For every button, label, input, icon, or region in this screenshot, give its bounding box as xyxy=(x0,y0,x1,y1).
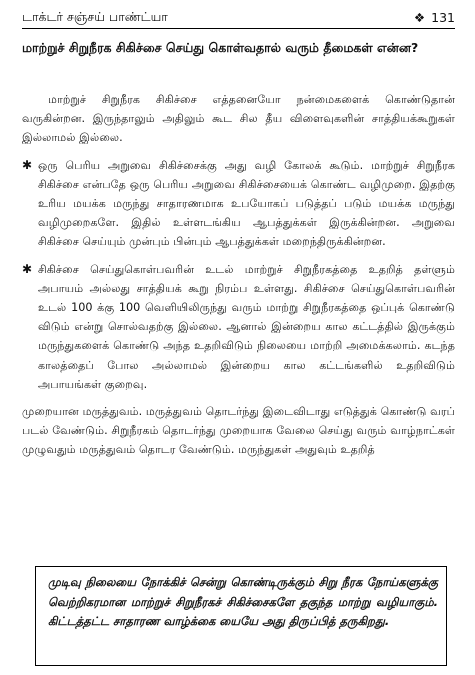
intro-paragraph: மாற்றுச் சிறுநீரக சிகிச்சை எத்தனையோ நன்மைகளைக் கொண்டுதான் வருகின்றன. இருந்தாலும் அதிலும் கூட சில தீய விளைவுகளின் சாத்தியக்கூறுகள் இல்லாமல் இல்லை. xyxy=(22,93,455,145)
bullet-text: சிகிச்சை செய்துகொள்பவரின் உடல் மாற்றுச் சிறுநீரகத்தை உதறித் தள்ளும் அபாயம் அல்லது சாத்தியக் கூறு நிரம்ப உள்ளது. சிகிச்சை செய்துகொள்பவரின் உடல் 100 க்கு 100 வெளியிலிருந்து வரும் மாற்று சிறுநீரகத்தை ஒப்புக் கொண்டு விடும் என்று சொல்வதற்கு இல்லை. ஆனால் இன்றைய கால கட்டத்தில் இருக்கும் மருந்துகளைக் கொண்டு அந்த உதறிவிடும் நிலையை மாற்றி அமைக்கலாம். கடந்த காலத்தைப் போல அல்லாமல் இன்றைய கால கட்டங்களில் உதறிவிடும் அபாயங்கள் குறைவு. xyxy=(38,262,455,391)
page-number-group xyxy=(414,10,455,25)
page-number: 131 xyxy=(431,9,455,25)
page-header xyxy=(22,6,455,29)
section-heading: மாற்றுச் சிறுநீரக சிகிச்சை செய்து கொள்வதால் வரும் தீமைகள் என்ன? xyxy=(22,40,419,55)
bullet-item xyxy=(22,260,455,394)
continuation-paragraph: முறையான மருத்துவம். மருத்துவம் தொடர்ந்து இடைவிடாது எடுத்துக் கொண்டு வரப் படல் வேண்டும். சிறுநீரகம் தொடர்ந்து முறையாக வேலை செய்து வரும் வாழ்நாட்கள் முழுவதும் மருத்துவம் தொடர வேண்டும். மருந்துகள் அதுவும் உதறித் xyxy=(22,405,455,457)
asterisk-bullet-icon: ✱ xyxy=(22,157,33,172)
body-text xyxy=(22,90,455,468)
bullet-text: ஒரு பெரிய அறுவை சிகிச்சைக்கு அது வழி கோலக் கூடும். மாற்றுச் சிறுநீரக சிகிச்சை என்பதே ஒரு பெரிய அறுவை சிகிச்சையைக் கொண்ட வழிமுறை. இதற்கு உரிய மயக்க மருந்து சாதாரணமாக உபயோகப் படுத்தப் படும் மயக்க மருந்து வழிமுறைகளே. இதில் உள்ளடங்கிய ஆபத்துக்கள் இருக்கின்றன. அறுவை சிகிச்சை செய்யும் முன்பும் பின்பும் ஆபத்துக்கள் மறைந்திருக்கின்றன. xyxy=(38,158,455,249)
asterisk-bullet-icon: ✱ xyxy=(22,261,33,276)
diamond-ornament-icon: ❖ xyxy=(413,9,426,25)
bullet-item xyxy=(22,156,455,252)
running-head-author: டாக்டர் சஞ்சய் பாண்ட்யா xyxy=(22,8,168,24)
highlight-box: முடிவு நிலையை நோக்கிச் சென்று கொண்டிருக்கும் சிறு நீரக நோய்களுக்கு வெற்றிகரமான மாற்றுச் சிறுநீரகச் சிகிச்சைகளே தகுந்த மாற்று வழியாகும். கிட்டத்தட்ட சாதாரண வாழ்க்கை யையே அது திருப்பித் தருகிறது. xyxy=(35,566,447,666)
